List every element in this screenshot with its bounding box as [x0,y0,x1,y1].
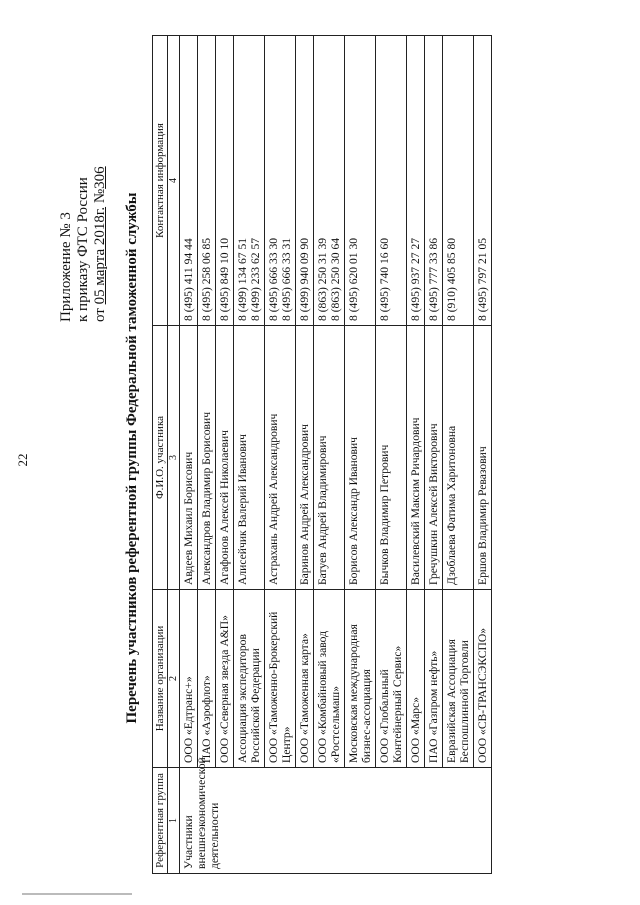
participant-name-cell: Астрахань Андрей Александрович [265,326,296,590]
header-group: Референтная группа [153,768,168,874]
table-row [376,36,407,874]
phone-number: 8 (495) 849 10 10 [218,237,231,321]
phone-number: 8 (495) 666 33 30 [267,237,280,321]
phone-number: 8 (499) 134 67 51 [236,237,249,321]
scan-edge-mark [22,893,132,895]
participant-name-cell: Бычков Владимир Петрович [376,326,407,590]
phone-number: 8 (499) 233 62 57 [249,237,262,321]
table-row [314,36,345,874]
order-date-line [92,34,109,322]
table-row [474,36,492,874]
contact-cell [474,36,492,326]
organization-cell: ООО «Едтранс+» [180,590,198,768]
phone-number: 8 (863) 250 30 64 [329,237,342,321]
col-number: 1 [168,768,180,874]
organization-cell: ООО «Таможенная карта» [296,590,314,768]
phone-number: 8 (499) 940 09 90 [298,237,311,321]
column-number-row [168,36,180,874]
phone-number: 8 (863) 250 31 39 [316,237,329,321]
appendix-header [58,34,109,322]
rotated-page-content [54,34,614,882]
contact-cell [234,36,265,326]
phone-number: 8 (495) 797 21 05 [476,237,489,321]
table-row [296,36,314,874]
participant-name-cell: Василевский Максим Ричардович [407,326,425,590]
participant-name-cell: Батуев Андрей Владимирович [314,326,345,590]
header-organization: Название организации [153,590,168,768]
col-number: 4 [168,36,180,326]
phone-number: 8 (495) 777 33 86 [427,237,440,321]
phone-number: 8 (495) 937 27 27 [409,237,422,321]
table-row [407,36,425,874]
contact-cell [314,36,345,326]
order-number: 306 [92,166,108,189]
date-prefix: от [92,308,108,322]
table-row [198,36,216,874]
contact-cell [345,36,376,326]
header-contact: Контактная информация [153,36,168,326]
contact-cell [198,36,216,326]
organization-cell: Ассоциация экспедиторов Российской Федерации [234,590,265,768]
organization-cell: ПАО «Газпром нефть» [425,590,443,768]
organization-cell: ООО «СВ-ТРАНСЭКСПО» [474,590,492,768]
appendix-label: Приложение № 3 [58,212,74,322]
page-number: 22 [15,453,30,467]
phone-number: 8 (495) 258 06 85 [200,237,213,321]
organization-cell: ПАО «Аэрофлот» [198,590,216,768]
organization-cell: ООО «Комбайновый завод «Ростсельмаш» [314,590,345,768]
contact-cell [376,36,407,326]
contact-cell [265,36,296,326]
table-header-row [153,36,168,874]
reference-group-cell: Участники внешнеэкономической деятельности [180,768,492,874]
organization-cell: Евразийская Ассоциация Беспошлинной Торговли [443,590,474,768]
contact-cell [216,36,234,326]
phone-number: 8 (495) 620 01 30 [347,237,360,321]
document-title: Перечень участников референтной группы Федеральной таможенной службы [124,192,140,724]
col-number: 2 [168,590,180,768]
participant-name-cell: Гречушкин Алексей Викторович [425,326,443,590]
table-row [265,36,296,874]
participant-name-cell: Александров Владимир Борисович [198,326,216,590]
contact-cell [180,36,198,326]
contact-cell [425,36,443,326]
phone-number: 8 (495) 411 94 44 [182,238,195,321]
table-row [443,36,474,874]
participant-name-cell: Ершов Владимир Ревазович [474,326,492,590]
participants-table [152,35,492,874]
table-row [180,36,198,874]
organization-cell: ООО «Северная звезда А&П» [216,590,234,768]
organization-cell: ООО «Марс» [407,590,425,768]
phone-number: 8 (495) 666 33 31 [280,237,293,321]
table-body [180,36,492,874]
participant-name-cell: Дзоблаева Фатима Харитоновна [443,326,474,590]
phone-number: 8 (910) 405 85 80 [445,237,458,321]
organization-cell: Московская международная бизнес-ассоциация [345,590,376,768]
participant-name-cell: Агафонов Алексей Николаевич [216,326,234,590]
contact-cell [407,36,425,326]
table-row [234,36,265,874]
participant-name-cell: Борисов Александр Иванович [345,326,376,590]
participant-name-cell: Баринов Андрей Александрович [296,326,314,590]
table-row [216,36,234,874]
phone-number: 8 (495) 740 16 60 [378,237,391,321]
organization-cell: ООО «Таможенно-Брокерский Центр» [265,590,296,768]
table-row [345,36,376,874]
order-reference: к приказу ФТС России [75,177,91,322]
col-number: 3 [168,326,180,590]
number-prefix: № [92,188,108,204]
contact-cell [443,36,474,326]
participant-name-cell: Алисейчик Валерий Иванович [234,326,265,590]
participant-name-cell: Авдеев Михаил Борисович [180,326,198,590]
order-date: 05 марта 2018г. [92,206,108,305]
table-row [425,36,443,874]
header-participant: Ф.И.О. участника [153,326,168,590]
contact-cell [296,36,314,326]
organization-cell: ООО «Глобальный Контейнерный Сервис» [376,590,407,768]
